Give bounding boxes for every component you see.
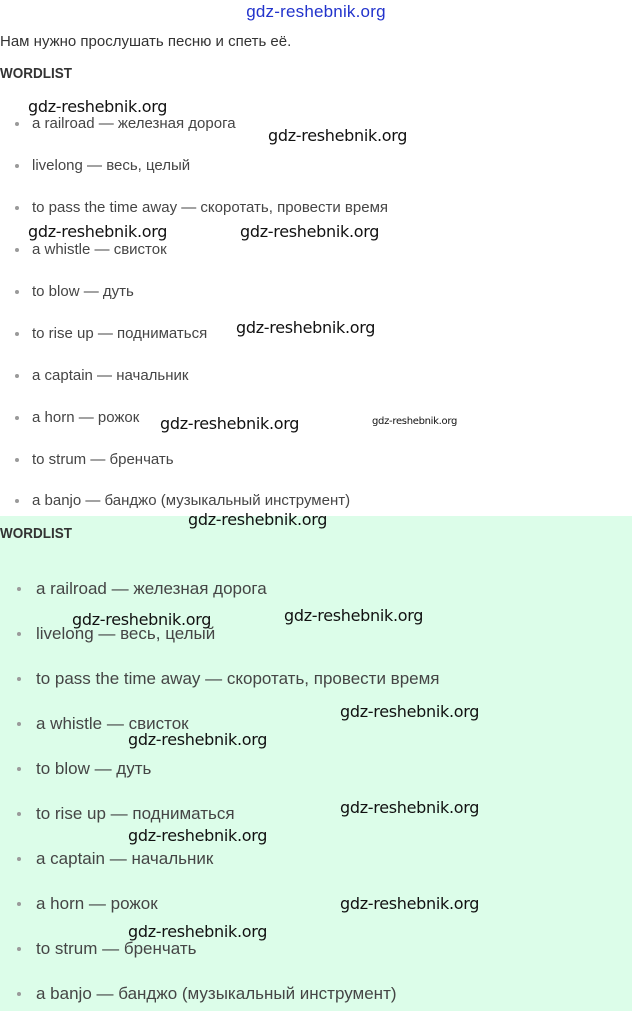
list-item: to strum — бренчать xyxy=(18,938,196,960)
list-item: a railroad — железная дорога xyxy=(18,578,267,600)
watermark: gdz-reshebnik.org xyxy=(372,416,458,427)
list-item: to pass the time away — скоротать, провести время xyxy=(16,198,388,218)
watermark: gdz-reshebnik.org xyxy=(340,798,480,817)
list-item: to rise up — подниматься xyxy=(16,324,207,344)
list-item: a captain — начальник xyxy=(18,848,213,870)
watermark: gdz-reshebnik.org xyxy=(72,610,212,629)
watermark: gdz-reshebnik.org xyxy=(160,414,300,433)
watermark: gdz-reshebnik.org xyxy=(236,318,376,337)
list-item: a banjo — банджо (музыкальный инструмент) xyxy=(18,983,397,1005)
list-item: to pass the time away — скоротать, провести время xyxy=(18,668,440,690)
list-item: to rise up — подниматься xyxy=(18,803,235,825)
list-item: a railroad — железная дорога xyxy=(16,114,236,134)
watermark: gdz-reshebnik.org xyxy=(340,702,480,721)
watermark: gdz-reshebnik.org xyxy=(340,894,480,913)
list-item: a horn — рожок xyxy=(16,408,139,428)
watermark: gdz-reshebnik.org xyxy=(128,826,268,845)
wordlist-title-1: WORDLIST xyxy=(0,65,72,82)
wordlist-title-2: WORDLIST xyxy=(0,525,72,542)
list-item: a captain — начальник xyxy=(16,366,188,386)
watermark: gdz-reshebnik.org xyxy=(284,606,424,625)
watermark: gdz-reshebnik.org xyxy=(28,97,168,116)
watermark: gdz-reshebnik.org xyxy=(188,510,328,529)
watermark: gdz-reshebnik.org xyxy=(128,730,268,749)
list-item: to blow — дуть xyxy=(18,758,151,780)
list-item: a banjo — банджо (музыкальный инструмент) xyxy=(16,491,350,511)
watermark: gdz-reshebnik.org xyxy=(128,922,268,941)
list-item: livelong — весь, целый xyxy=(18,623,215,645)
list-item: to blow — дуть xyxy=(16,282,134,302)
watermark: gdz-reshebnik.org xyxy=(268,126,408,145)
list-item: livelong — весь, целый xyxy=(16,156,190,176)
list-item: to strum — бренчать xyxy=(16,450,174,470)
intro-text: Нам нужно прослушать песню и спеть её. xyxy=(0,33,292,50)
list-item: a whistle — свисток xyxy=(16,240,167,260)
list-item: a horn — рожок xyxy=(18,893,158,915)
watermark: gdz-reshebnik.org xyxy=(28,222,168,241)
watermark: gdz-reshebnik.org xyxy=(240,222,380,241)
list-item: a whistle — свисток xyxy=(18,713,189,735)
site-watermark-header: gdz-reshebnik.org xyxy=(246,2,386,21)
